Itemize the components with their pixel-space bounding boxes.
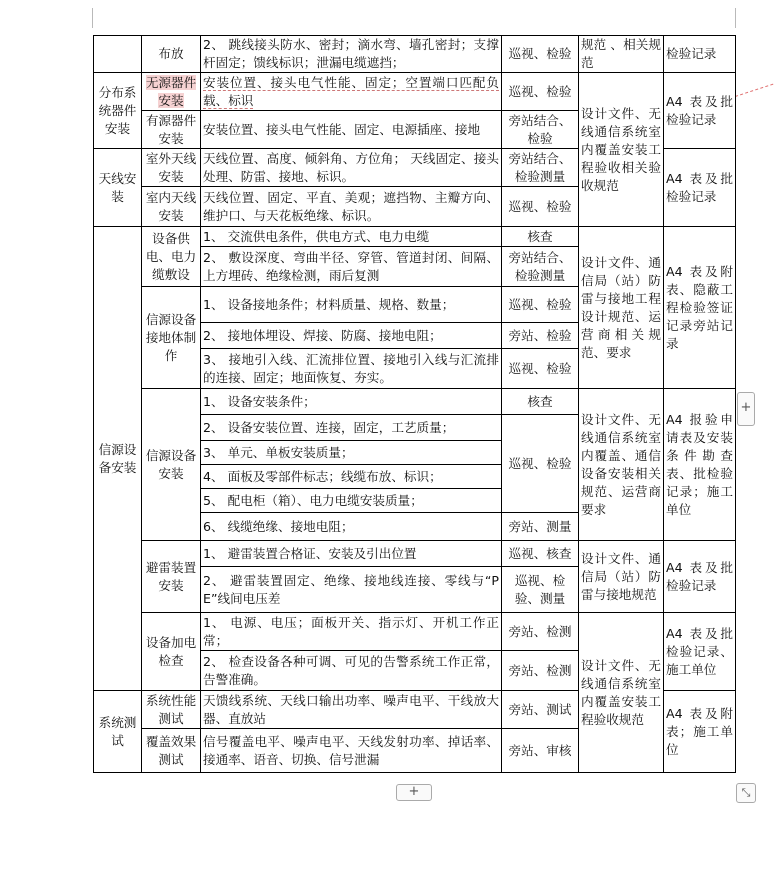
table-cell[interactable]	[94, 36, 142, 73]
table-cell[interactable]	[201, 73, 502, 111]
table-cell[interactable]: 覆盖效果测试	[142, 729, 201, 773]
table-cell[interactable]: 天线位置、高度、倾斜角、方位角； 天线固定、接头处理、防雷、接地、标识。	[201, 149, 502, 187]
table-cell[interactable]: A4 表及批检验记录、施工单位	[664, 613, 736, 691]
table-cell[interactable]: 旁站、检验	[502, 323, 579, 349]
add-column-button[interactable]: +	[737, 392, 755, 426]
table-cell[interactable]: 规范 、相关规范	[579, 36, 664, 73]
table-cell[interactable]: 信源设备安装	[142, 389, 201, 541]
table-cell[interactable]: 2、 敷设深度、弯曲半径、穿管、管道封闭、间隔、上方埋砖、绝缘检测，雨后复测	[201, 247, 502, 287]
comment-connector-line	[735, 84, 774, 98]
table-row	[94, 389, 736, 415]
table-cell[interactable]: 设计文件、无线通信系统室内覆盖、通信设备安装相关规范、运营商要求	[579, 389, 664, 541]
page-corner-mark	[735, 8, 736, 28]
table-row	[94, 36, 736, 73]
table-cell[interactable]: 核查	[502, 389, 579, 415]
table-cell[interactable]: A4 表及批检验记录	[664, 541, 736, 613]
table-cell[interactable]: 避雷装置安装	[142, 541, 201, 613]
table-cell[interactable]: 2、 检查设备各种可调、可见的告警系统工作正常，告警准确。	[201, 651, 502, 691]
table-cell[interactable]: 2、 跳线接头防水、密封；滴水弯、墙孔密封；支撑杆固定；馈线标识；泄漏电缆遮挡；	[201, 36, 502, 73]
tracked-text: 安装位置、接头电气性能、固定；空置端口匹配负载、标识	[203, 74, 499, 108]
table-cell[interactable]: 信号覆盖电平、噪声电平、天线发射功率、掉话率、接通率、语音、切换、信号泄漏	[201, 729, 502, 773]
table-cell[interactable]: 3、 接地引入线、汇流排位置、接地引入线与汇流排的连接、固定；地面恢复、夯实。	[201, 349, 502, 389]
table-cell[interactable]: 6、 线缆绝缘、接地电阻；	[201, 513, 502, 541]
table-cell[interactable]: 室外天线安装	[142, 149, 201, 187]
table-cell[interactable]: A4 表及附表、隐蔽工程检验签证记录旁站记录	[664, 227, 736, 389]
table-cell[interactable]: 安装位置、接头电气性能、固定、电源插座、接地	[201, 111, 502, 149]
table-cell[interactable]: 5、 配电柜（箱）、电力电缆安装质量；	[201, 489, 502, 513]
table-cell[interactable]: 1、 设备安装条件；	[201, 389, 502, 415]
group-cell[interactable]: 系统测试	[94, 691, 142, 773]
table-cell[interactable]: 1、 电源、电压；面板开关、指示灯、开机工作正常；	[201, 613, 502, 651]
table-cell[interactable]: 1、 交流供电条件，供电方式、电力电缆	[201, 227, 502, 247]
table-cell[interactable]: 信源设备接地体制作	[142, 287, 201, 389]
table-cell[interactable]: 设计文件、通信局（站）防雷与接地工程设计规范、运营商相关规范、要求	[579, 227, 664, 389]
table-cell[interactable]: 巡视、核查	[502, 541, 579, 567]
table-cell[interactable]: 1、 设备接地条件；材料质量、规格、数量；	[201, 287, 502, 323]
table-resize-handle[interactable]: ⤡	[736, 783, 756, 803]
table-cell[interactable]: 3、 单元、单板安装质量；	[201, 441, 502, 465]
table-cell[interactable]: 核查	[502, 227, 579, 247]
table-row	[94, 613, 736, 651]
table-cell[interactable]: 天馈线系统、天线口输出功率、噪声电平、干线放大器、直放站	[201, 691, 502, 729]
table-row	[94, 227, 736, 247]
group-cell[interactable]: 信源设备安装	[94, 227, 142, 691]
inspection-table	[93, 35, 736, 773]
table-cell[interactable]: 有源器件安装	[142, 111, 201, 149]
table-cell[interactable]: 巡视、检验	[502, 287, 579, 323]
table-cell[interactable]: 天线位置、固定、平直、美观；遮挡物、主瓣方向、维护口、与天花板绝缘、标识。	[201, 187, 502, 227]
table-row	[94, 541, 736, 567]
selected-text: 无源器件安装	[145, 74, 197, 108]
table-cell[interactable]: 巡视、检验	[502, 415, 579, 513]
table-cell[interactable]: 旁站、检测	[502, 651, 579, 691]
table-cell[interactable]: 旁站结合、检验	[502, 111, 579, 149]
table-cell[interactable]: 旁站、检测	[502, 613, 579, 651]
table-cell[interactable]: 设计文件、通信局（站）防雷与接地规范	[579, 541, 664, 613]
table-cell[interactable]: 2、 设备安装位置、连接，固定，工艺质量；	[201, 415, 502, 441]
table-cell[interactable]: 旁站、测试	[502, 691, 579, 729]
table-cell[interactable]: 系统性能测试	[142, 691, 201, 729]
table-cell[interactable]: A4 表及附表；施工单位	[664, 691, 736, 773]
table-cell[interactable]: 2、 避雷装置固定、绝缘、接地线连接、零线与“PE”线间电压差	[201, 567, 502, 613]
table-cell[interactable]: A4 表及批检验记录	[664, 149, 736, 227]
table-cell[interactable]: 巡视、检验	[502, 349, 579, 389]
table-cell[interactable]: 巡视、检验、测量	[502, 567, 579, 613]
table-cell[interactable]: 巡视、检验	[502, 187, 579, 227]
table-cell[interactable]: 设备供电、电力缆敷设	[142, 227, 201, 287]
group-cell[interactable]: 天线安装	[94, 149, 142, 227]
table-cell[interactable]: A4 表及批检验记录	[664, 73, 736, 149]
table-cell[interactable]: 布放	[142, 36, 201, 73]
table-cell[interactable]: 旁站、测量	[502, 513, 579, 541]
table-cell[interactable]	[142, 73, 201, 111]
table-cell[interactable]: 巡视、检验	[502, 73, 579, 111]
table-cell[interactable]: 检验记录	[664, 36, 736, 73]
table-cell[interactable]: 4、 面板及零部件标志；线缆布放、标识；	[201, 465, 502, 489]
table-cell[interactable]: 旁站结合、检验测量	[502, 149, 579, 187]
table-cell[interactable]: 旁站结合、检验测量	[502, 247, 579, 287]
group-cell[interactable]: 分布系统器件安装	[94, 73, 142, 149]
table-cell[interactable]: 旁站、审核	[502, 729, 579, 773]
table-row	[94, 73, 736, 111]
table-cell[interactable]: 室内天线安装	[142, 187, 201, 227]
table-cell[interactable]: 设计文件、无线通信系统室内覆盖安装工程验收相关验收规范	[579, 73, 664, 227]
add-row-button[interactable]: +	[396, 784, 432, 801]
page-corner-mark	[92, 8, 93, 28]
table-cell[interactable]: 2、 接地体埋设、焊接、防腐、接地电阻；	[201, 323, 502, 349]
table-cell[interactable]: A4 报验申请表及安装条件勘查表、批检验记录；施工单位	[664, 389, 736, 541]
table-cell[interactable]: 巡视、检验	[502, 36, 579, 73]
table-cell[interactable]: 设备加电检查	[142, 613, 201, 691]
table-cell[interactable]: 设计文件、无线通信系统室内覆盖安装工程验收规范	[579, 613, 664, 773]
table-cell[interactable]: 1、 避雷装置合格证、安装及引出位置	[201, 541, 502, 567]
